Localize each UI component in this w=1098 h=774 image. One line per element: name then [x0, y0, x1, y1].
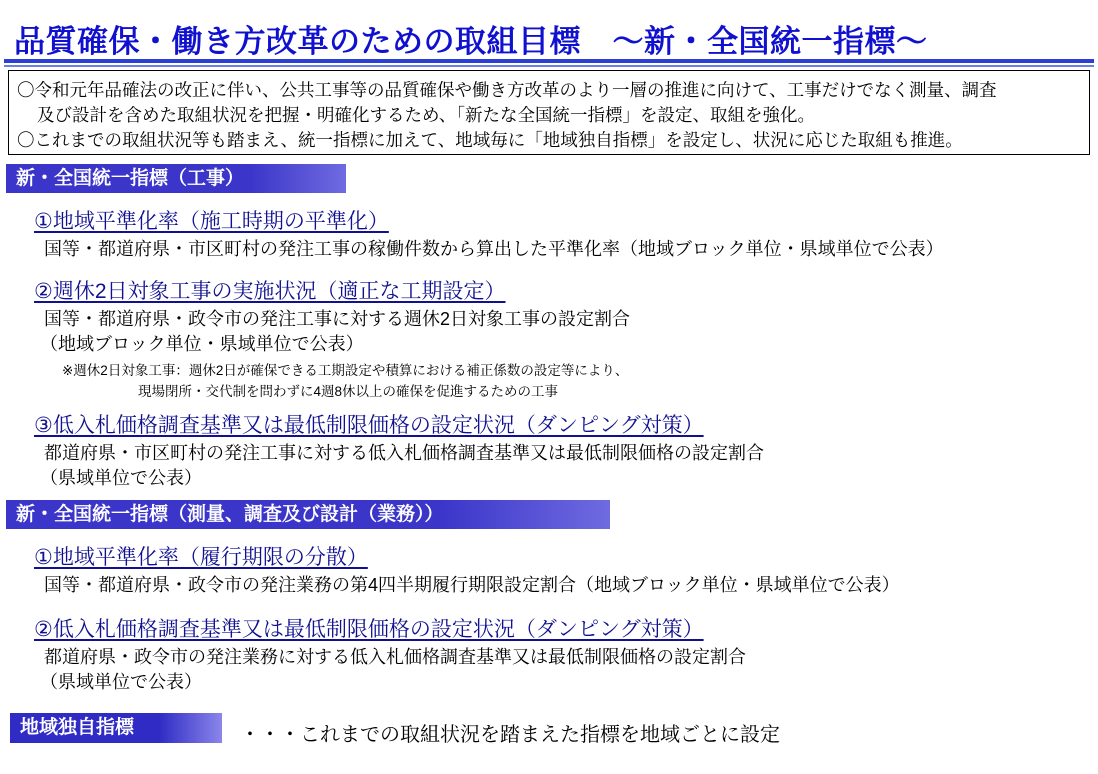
- services-item-2-body-1: 都道府県・政令市の発注業務に対する低入札価格調査基準又は最低制限価格の設定割合: [44, 647, 746, 667]
- title-divider-secondary: [4, 65, 1094, 67]
- summary-line-1: 〇令和元年品確法の改正に伴い、公共工事等の品質確保や働き方改革のより一層の推進に向けて、工事だけでなく測量、調査: [17, 80, 997, 100]
- services-item-2-heading: ②低入札価格調査基準又は最低制限価格の設定状況（ダンピング対策）: [34, 618, 704, 641]
- summary-line-2: 及び設計を含めた取組状況を把握・明確化するため、「新たな全国統一指標」を設定、取組を強化。: [37, 105, 816, 125]
- summary-line-3: 〇これまでの取組状況等も踏まえ、統一指標に加えて、地域毎に「地域独自指標」を設定し、状況に応じた取組も推進。: [17, 130, 963, 150]
- local-indicator-description: ・・・これまでの取組状況を踏まえた指標を地域ごとに設定: [240, 724, 780, 746]
- works-item-3-heading: ③低入札価格調査基準又は最低制限価格の設定状況（ダンピング対策）: [34, 414, 704, 437]
- works-item-2-heading: ②週休2日対象工事の実施状況（適正な工期設定）: [34, 280, 506, 303]
- works-item-3-body-1: 都道府県・市区町村の発注工事に対する低入札価格調査基準又は最低制限価格の設定割合: [44, 443, 764, 463]
- works-item-1-heading: ①地域平準化率（施工時期の平準化）: [34, 210, 389, 233]
- page-title-area: [0, 16, 1098, 62]
- works-item-2-note-1: ※週休2日対象工事：週休2日が確保できる工期設定や積算における補正係数の設定等により、: [62, 363, 629, 378]
- section-header-local: 地域独自指標: [10, 713, 222, 743]
- works-item-2-note-2: 現場閉所・交代制を問わずに4週8休以上の確保を促進するための工事: [138, 384, 559, 399]
- section-header-services: 新・全国統一指標（測量、調査及び設計（業務））: [6, 500, 610, 529]
- summary-box: [8, 70, 1090, 155]
- page-title: 品質確保・働き方改革のための取組目標 〜新・全国統一指標〜: [14, 24, 928, 59]
- section-header-works: 新・全国統一指標（工事）: [6, 164, 346, 193]
- services-item-2-body-2: （県域単位で公表）: [40, 672, 202, 692]
- works-item-3-body-2: （県域単位で公表）: [40, 468, 202, 488]
- works-item-2-body-1: 国等・都道府県・政令市の発注工事に対する週休2日対象工事の設定割合: [44, 309, 631, 329]
- title-divider: [4, 59, 1094, 63]
- services-item-1-body: 国等・都道府県・政令市の発注業務の第4四半期履行期限設定割合（地域ブロック単位・県域単位で公表）: [44, 575, 900, 595]
- works-item-1-body: 国等・都道府県・市区町村の発注工事の稼働件数から算出した平準化率（地域ブロック単位・県域単位で公表）: [44, 239, 944, 259]
- works-item-2-body-2: （地域ブロック単位・県域単位で公表）: [40, 334, 364, 354]
- services-item-1-heading: ①地域平準化率（履行期限の分散）: [34, 546, 368, 569]
